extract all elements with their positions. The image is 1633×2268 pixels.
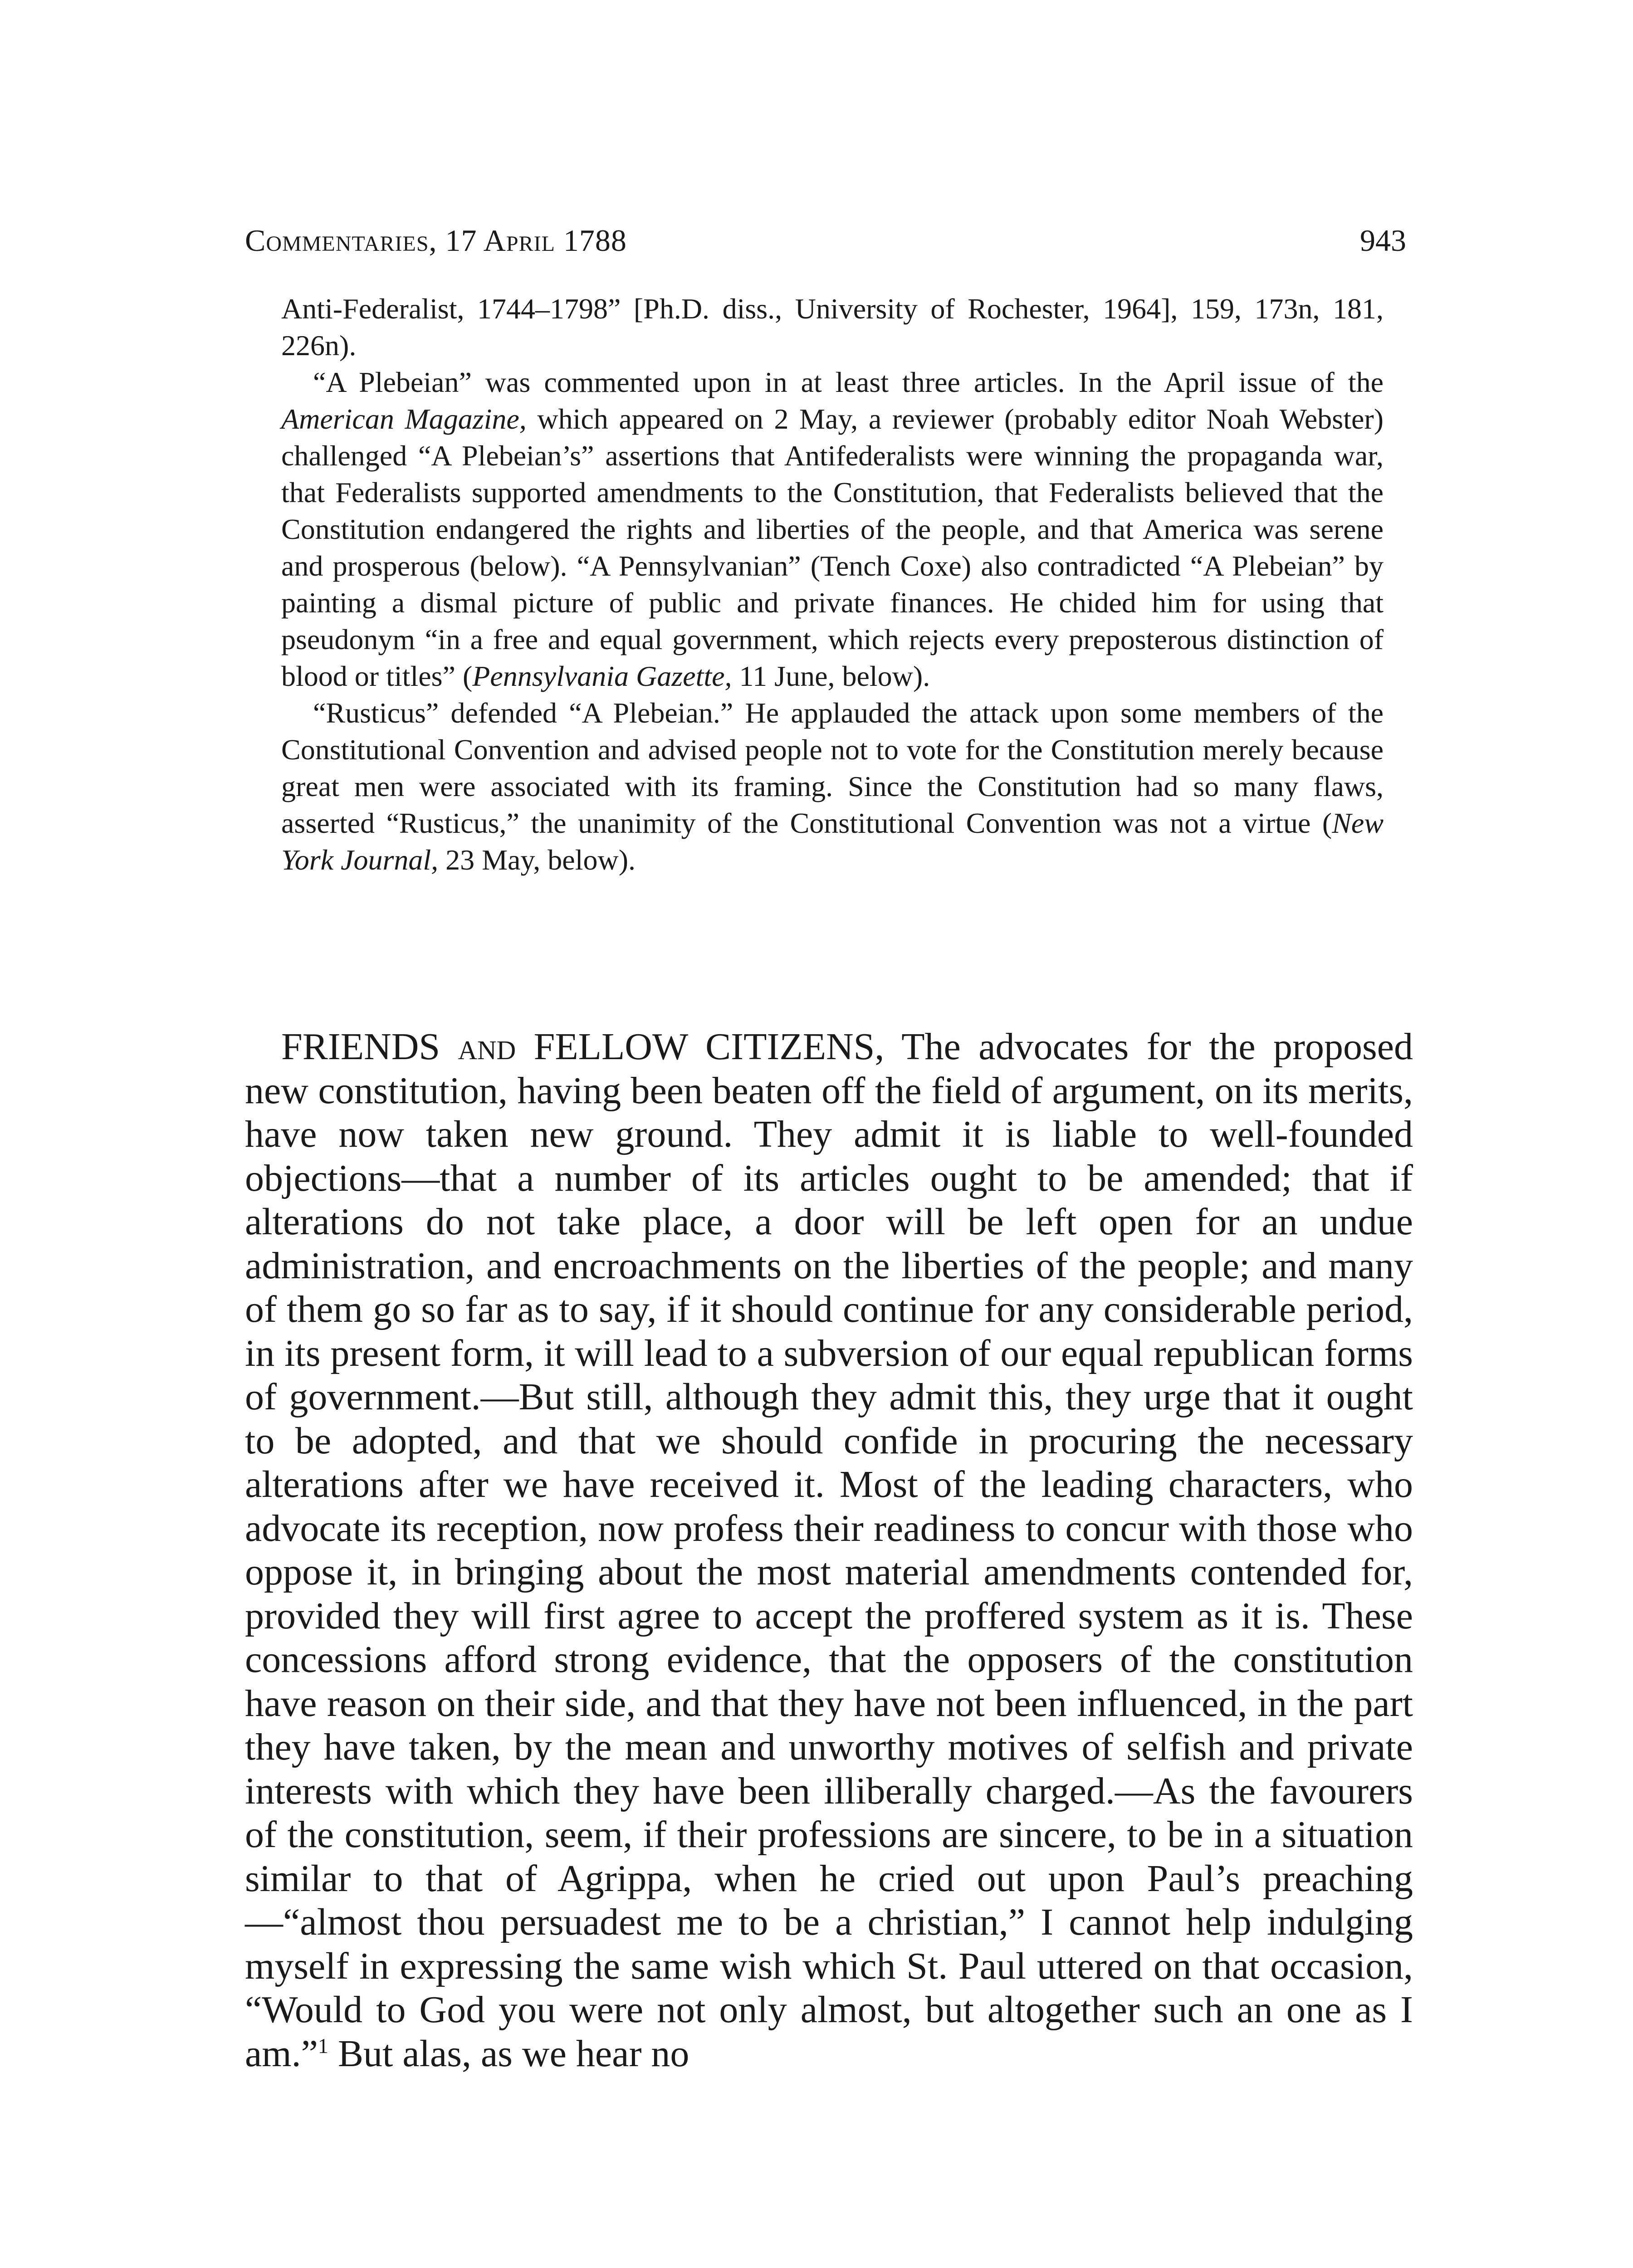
- running-head: [245, 220, 1406, 261]
- headnote-paragraph: [281, 290, 1384, 364]
- headnote-text: Anti-Federalist, 1744–1798” [Ph.D. diss., University of Rochester, 1964], 159, 173n, 181, 226n).: [281, 293, 1384, 362]
- salutation-conjunction: and: [458, 1026, 516, 1068]
- footnote-reference: 1: [318, 2034, 328, 2058]
- page-number: 943: [1360, 223, 1406, 258]
- headnote-text: 11 June, below).: [732, 660, 930, 692]
- salutation-part: FRIENDS: [281, 1026, 458, 1068]
- publication-title: American Magazine,: [281, 403, 527, 435]
- publication-title: Pennsylvania Gazette,: [472, 660, 732, 692]
- running-head-title: Commentaries, 17 April 1788: [245, 223, 627, 258]
- body-text: But alas, as we hear no: [328, 2032, 689, 2075]
- headnote-text: “Rusticus” defended “A Plebeian.” He applauded the attack upon some members of the Constitutional Convention and advised people not to vote for the Constitution merely because great men were associated with its framing. Since the Constitution had so many flaws, asserted “Rusticus,” the unanimity of the Constitutional Convention was not a virtue (: [281, 697, 1384, 839]
- body-text: The advocates for the proposed new constitution, having been beaten off the field of argument, on its merits, have now taken new ground. They admit it is liable to well-founded objections—that a number of its articles ought to be amended; that if alterations do not take place, a door will be left open for an undue administration, and encroachments on the liberties of the people; and many of them go so far as to say, if it should continue for any considerable period, in its present form, it will lead to a subversion of our equal republican forms of government.—But still, although they admit this, they urge that it ought to be adopted, and that we should confide in procuring the necessary alterations after we have received it. Most of the leading characters, who advocate its reception, now profess their readiness to concur with those who oppose it, in bringing about the most material amendments contended for, provided they will first agree to accept the proffered system as it is. These concessions afford strong evidence, that the opposers of the constitution have reason on their side, and that they have not been influenced, in the part they have taken, by the mean and unworthy motives of selfish and private interests with which they have been illiberally charged.—As the favourers of the constitution, seem, if their professions are sincere, to be in a situation similar to that of Agrippa, when he cried out upon Paul’s preaching—“almost thou persuadest me to be a christian,” I cannot help indulging myself in expressing the same wish which St. Paul uttered on that occasion, “Would to God you were not only almost, but altogether such an one as I am.”: [245, 1026, 1413, 2075]
- headnote-paragraph: [281, 694, 1384, 878]
- publication-title: New York Journal,: [281, 807, 1384, 876]
- headnote-paragraph: [281, 364, 1384, 694]
- headnote-text: “A Plebeian” was commented upon in at least three articles. In the April issue of the: [313, 366, 1384, 398]
- editorial-headnote: [281, 290, 1384, 878]
- headnote-text: 23 May, below).: [438, 844, 636, 876]
- salutation: [281, 1026, 884, 1068]
- body-paragraph: [245, 1025, 1413, 2076]
- document-body: [245, 1025, 1413, 2076]
- salutation-part: FELLOW CITIZENS,: [516, 1026, 885, 1068]
- headnote-text: which appeared on 2 May, a reviewer (probably editor Noah Webster) challenged “A Plebeian’s” assertions that Antifederalists were winning the propaganda war, that Federalists supported amendments to the Constitution, that Federalists believed that the Constitution endangered the rights and liberties of the people, and that America was serene and prosperous (below). “A Pennsylvanian” (Tench Coxe) also contradicted “A Plebeian” by painting a dismal picture of public and private finances. He chided him for using that pseudonym “in a free and equal government, which rejects every preposterous distinction of blood or titles” (: [281, 403, 1384, 692]
